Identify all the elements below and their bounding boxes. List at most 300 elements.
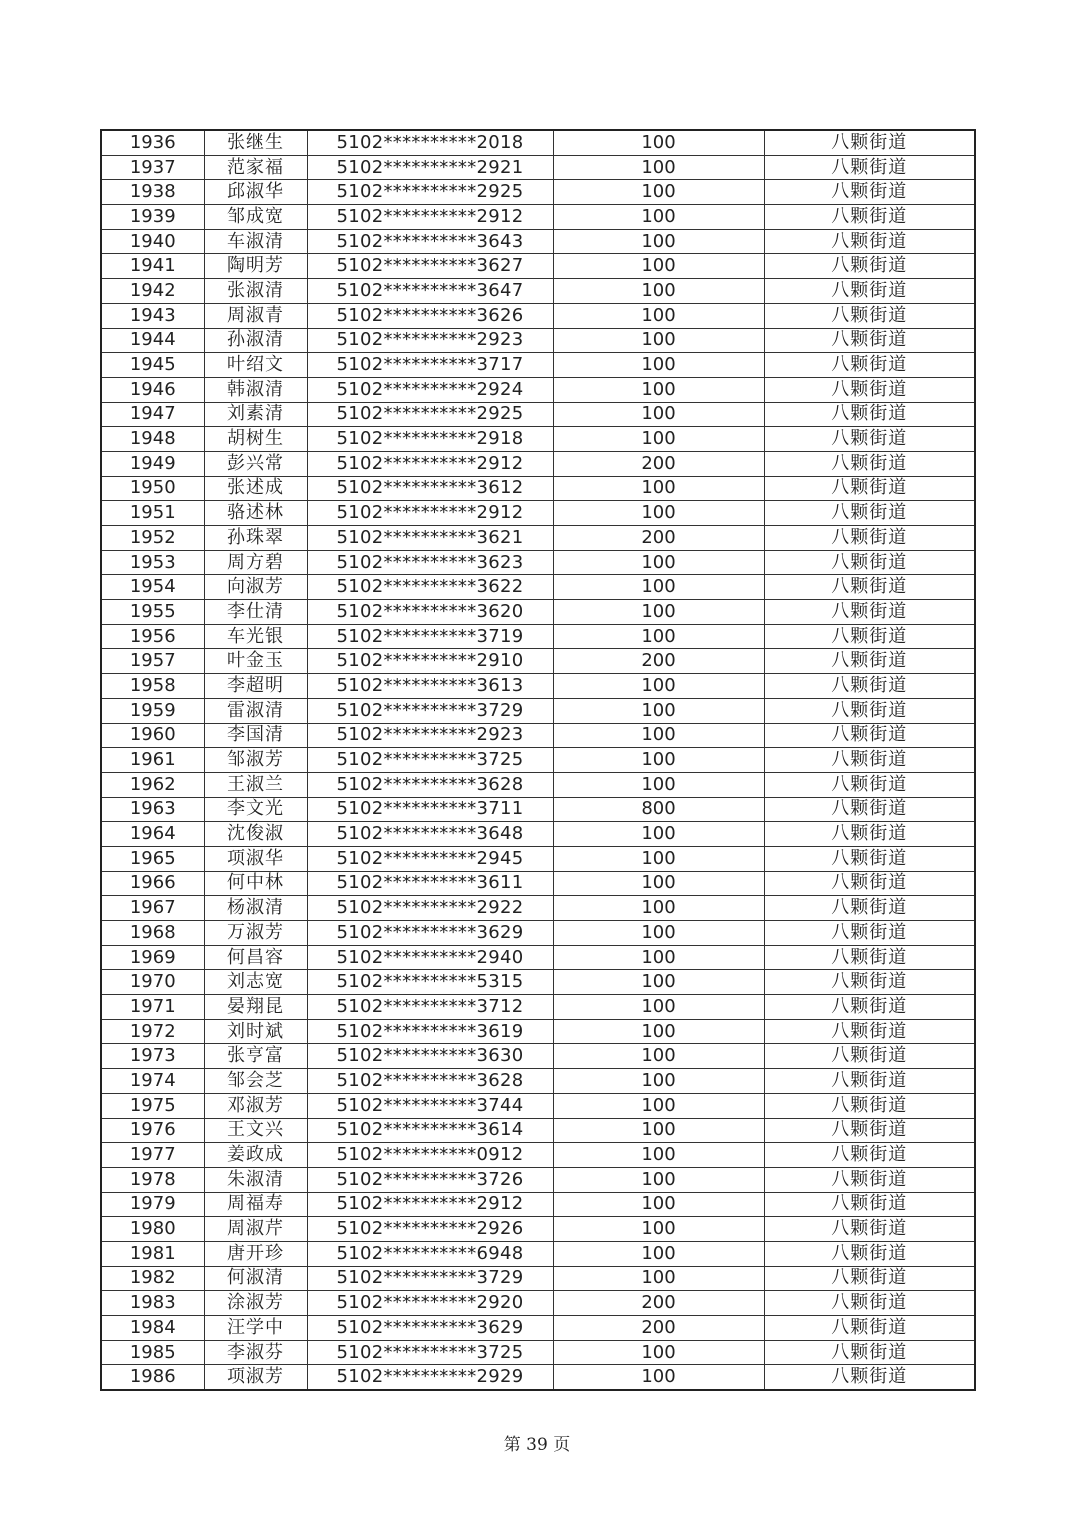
table-row: [101, 698, 975, 723]
street-cell: 八颗街道: [764, 1316, 975, 1341]
serial-cell: 1968: [101, 921, 204, 946]
street-cell: 八颗街道: [764, 279, 975, 304]
amount-cell: 100: [553, 896, 764, 921]
name-cell: 周方碧: [204, 550, 307, 575]
serial-cell: 1938: [101, 180, 204, 205]
serial-cell: 1946: [101, 377, 204, 402]
table-row: [101, 1192, 975, 1217]
id-number-cell: 5102**********3729: [307, 1266, 553, 1291]
id-number-cell: 5102**********3711: [307, 797, 553, 822]
id-number-cell: 5102**********2918: [307, 427, 553, 452]
id-number-cell: 5102**********2910: [307, 649, 553, 674]
table-row: [101, 1266, 975, 1291]
amount-cell: 100: [553, 822, 764, 847]
serial-cell: 1950: [101, 476, 204, 501]
id-number-cell: 5102**********2920: [307, 1291, 553, 1316]
name-cell: 刘志宽: [204, 970, 307, 995]
table-row: [101, 427, 975, 452]
table-row: [101, 130, 975, 155]
amount-cell: 200: [553, 451, 764, 476]
id-number-cell: 5102**********2018: [307, 130, 553, 155]
table-row: [101, 624, 975, 649]
table-row: [101, 1118, 975, 1143]
page-number: 第 39 页: [503, 1435, 571, 1455]
name-cell: 何淑清: [204, 1266, 307, 1291]
street-cell: 八颗街道: [764, 1167, 975, 1192]
amount-cell: 100: [553, 476, 764, 501]
id-number-cell: 5102**********3726: [307, 1167, 553, 1192]
table-row: [101, 1316, 975, 1341]
serial-cell: 1951: [101, 501, 204, 526]
id-number-cell: 5102**********2940: [307, 945, 553, 970]
amount-cell: 100: [553, 328, 764, 353]
street-cell: 八颗街道: [764, 772, 975, 797]
serial-cell: 1945: [101, 353, 204, 378]
table-body: [101, 130, 975, 1390]
table-row: [101, 229, 975, 254]
serial-cell: 1960: [101, 723, 204, 748]
name-cell: 叶绍文: [204, 353, 307, 378]
name-cell: 范家福: [204, 155, 307, 180]
id-number-cell: 5102**********2925: [307, 402, 553, 427]
amount-cell: 100: [553, 1365, 764, 1390]
serial-cell: 1937: [101, 155, 204, 180]
name-cell: 孙珠翠: [204, 526, 307, 551]
serial-cell: 1959: [101, 698, 204, 723]
name-cell: 晏翔昆: [204, 995, 307, 1020]
street-cell: 八颗街道: [764, 501, 975, 526]
id-number-cell: 5102**********3744: [307, 1093, 553, 1118]
amount-cell: 100: [553, 871, 764, 896]
name-cell: 雷淑清: [204, 698, 307, 723]
amount-cell: 100: [553, 402, 764, 427]
id-number-cell: 5102**********3629: [307, 921, 553, 946]
table-row: [101, 279, 975, 304]
name-cell: 刘素清: [204, 402, 307, 427]
street-cell: 八颗街道: [764, 1118, 975, 1143]
table-row: [101, 797, 975, 822]
street-cell: 八颗街道: [764, 451, 975, 476]
id-number-cell: 5102**********3725: [307, 1340, 553, 1365]
name-cell: 沈俊淑: [204, 822, 307, 847]
amount-cell: 100: [553, 550, 764, 575]
amount-cell: 100: [553, 846, 764, 871]
name-cell: 车淑清: [204, 229, 307, 254]
name-cell: 唐开珍: [204, 1241, 307, 1266]
id-number-cell: 5102**********3648: [307, 822, 553, 847]
table-row: [101, 550, 975, 575]
name-cell: 王文兴: [204, 1118, 307, 1143]
amount-cell: 100: [553, 229, 764, 254]
street-cell: 八颗街道: [764, 575, 975, 600]
amount-cell: 100: [553, 995, 764, 1020]
table-row: [101, 1143, 975, 1168]
table-row: [101, 748, 975, 773]
serial-cell: 1949: [101, 451, 204, 476]
serial-cell: 1966: [101, 871, 204, 896]
amount-cell: 100: [553, 575, 764, 600]
name-cell: 孙淑清: [204, 328, 307, 353]
street-cell: 八颗街道: [764, 1241, 975, 1266]
id-number-cell: 5102**********3725: [307, 748, 553, 773]
table-row: [101, 674, 975, 699]
street-cell: 八颗街道: [764, 1044, 975, 1069]
serial-cell: 1977: [101, 1143, 204, 1168]
table-row: [101, 772, 975, 797]
id-number-cell: 5102**********3630: [307, 1044, 553, 1069]
amount-cell: 100: [553, 921, 764, 946]
amount-cell: 100: [553, 945, 764, 970]
street-cell: 八颗街道: [764, 748, 975, 773]
amount-cell: 100: [553, 254, 764, 279]
serial-cell: 1964: [101, 822, 204, 847]
name-cell: 李仕清: [204, 600, 307, 625]
table-row: [101, 896, 975, 921]
id-number-cell: 5102**********3717: [307, 353, 553, 378]
table-row: [101, 1241, 975, 1266]
name-cell: 韩淑清: [204, 377, 307, 402]
name-cell: 张淑清: [204, 279, 307, 304]
name-cell: 王淑兰: [204, 772, 307, 797]
name-cell: 项淑华: [204, 846, 307, 871]
id-number-cell: 5102**********3712: [307, 995, 553, 1020]
amount-cell: 200: [553, 1291, 764, 1316]
name-cell: 胡树生: [204, 427, 307, 452]
name-cell: 邹会芝: [204, 1069, 307, 1094]
name-cell: 张亨富: [204, 1044, 307, 1069]
id-number-cell: 5102**********3729: [307, 698, 553, 723]
id-number-cell: 5102**********3628: [307, 1069, 553, 1094]
serial-cell: 1972: [101, 1019, 204, 1044]
amount-cell: 100: [553, 1143, 764, 1168]
id-number-cell: 5102**********2912: [307, 1192, 553, 1217]
serial-cell: 1975: [101, 1093, 204, 1118]
street-cell: 八颗街道: [764, 797, 975, 822]
table-row: [101, 1019, 975, 1044]
table-row: [101, 353, 975, 378]
id-number-cell: 5102**********3647: [307, 279, 553, 304]
serial-cell: 1984: [101, 1316, 204, 1341]
name-cell: 周淑芹: [204, 1217, 307, 1242]
name-cell: 邓淑芳: [204, 1093, 307, 1118]
name-cell: 叶金玉: [204, 649, 307, 674]
street-cell: 八颗街道: [764, 649, 975, 674]
table-row: [101, 921, 975, 946]
subsidy-table: [100, 129, 976, 1391]
name-cell: 张继生: [204, 130, 307, 155]
id-number-cell: 5102**********3614: [307, 1118, 553, 1143]
name-cell: 车光银: [204, 624, 307, 649]
amount-cell: 100: [553, 970, 764, 995]
serial-cell: 1973: [101, 1044, 204, 1069]
street-cell: 八颗街道: [764, 377, 975, 402]
amount-cell: 100: [553, 501, 764, 526]
name-cell: 汪学中: [204, 1316, 307, 1341]
id-number-cell: 5102**********0912: [307, 1143, 553, 1168]
serial-cell: 1958: [101, 674, 204, 699]
amount-cell: 200: [553, 1316, 764, 1341]
serial-cell: 1952: [101, 526, 204, 551]
street-cell: 八颗街道: [764, 180, 975, 205]
amount-cell: 100: [553, 279, 764, 304]
serial-cell: 1957: [101, 649, 204, 674]
serial-cell: 1961: [101, 748, 204, 773]
street-cell: 八颗街道: [764, 130, 975, 155]
serial-cell: 1976: [101, 1118, 204, 1143]
serial-cell: 1983: [101, 1291, 204, 1316]
id-number-cell: 5102**********2923: [307, 328, 553, 353]
amount-cell: 100: [553, 1192, 764, 1217]
table-row: [101, 1167, 975, 1192]
serial-cell: 1970: [101, 970, 204, 995]
name-cell: 张述成: [204, 476, 307, 501]
amount-cell: 100: [553, 772, 764, 797]
id-number-cell: 5102**********2921: [307, 155, 553, 180]
street-cell: 八颗街道: [764, 995, 975, 1020]
serial-cell: 1982: [101, 1266, 204, 1291]
street-cell: 八颗街道: [764, 1019, 975, 1044]
serial-cell: 1967: [101, 896, 204, 921]
name-cell: 邹成宽: [204, 205, 307, 230]
table-row: [101, 1069, 975, 1094]
serial-cell: 1955: [101, 600, 204, 625]
table-row: [101, 871, 975, 896]
table-row: [101, 377, 975, 402]
serial-cell: 1947: [101, 402, 204, 427]
amount-cell: 100: [553, 624, 764, 649]
street-cell: 八颗街道: [764, 254, 975, 279]
id-number-cell: 5102**********2923: [307, 723, 553, 748]
name-cell: 李国清: [204, 723, 307, 748]
amount-cell: 100: [553, 1167, 764, 1192]
amount-cell: 100: [553, 698, 764, 723]
street-cell: 八颗街道: [764, 945, 975, 970]
street-cell: 八颗街道: [764, 155, 975, 180]
street-cell: 八颗街道: [764, 723, 975, 748]
amount-cell: 100: [553, 303, 764, 328]
id-number-cell: 5102**********3628: [307, 772, 553, 797]
amount-cell: 200: [553, 526, 764, 551]
amount-cell: 100: [553, 427, 764, 452]
street-cell: 八颗街道: [764, 1069, 975, 1094]
serial-cell: 1985: [101, 1340, 204, 1365]
amount-cell: 100: [553, 205, 764, 230]
street-cell: 八颗街道: [764, 1340, 975, 1365]
serial-cell: 1981: [101, 1241, 204, 1266]
name-cell: 涂淑芳: [204, 1291, 307, 1316]
serial-cell: 1939: [101, 205, 204, 230]
name-cell: 李超明: [204, 674, 307, 699]
amount-cell: 100: [553, 1019, 764, 1044]
id-number-cell: 5102**********2924: [307, 377, 553, 402]
street-cell: 八颗街道: [764, 1291, 975, 1316]
table-row: [101, 649, 975, 674]
street-cell: 八颗街道: [764, 822, 975, 847]
id-number-cell: 5102**********3621: [307, 526, 553, 551]
name-cell: 向淑芳: [204, 575, 307, 600]
id-number-cell: 5102**********3627: [307, 254, 553, 279]
street-cell: 八颗街道: [764, 921, 975, 946]
serial-cell: 1948: [101, 427, 204, 452]
street-cell: 八颗街道: [764, 846, 975, 871]
table-row: [101, 451, 975, 476]
id-number-cell: 5102**********3622: [307, 575, 553, 600]
id-number-cell: 5102**********5315: [307, 970, 553, 995]
table-row: [101, 723, 975, 748]
amount-cell: 100: [553, 674, 764, 699]
name-cell: 李淑芬: [204, 1340, 307, 1365]
street-cell: 八颗街道: [764, 229, 975, 254]
table-row: [101, 501, 975, 526]
table-row: [101, 846, 975, 871]
street-cell: 八颗街道: [764, 1266, 975, 1291]
name-cell: 何中林: [204, 871, 307, 896]
serial-cell: 1974: [101, 1069, 204, 1094]
serial-cell: 1969: [101, 945, 204, 970]
name-cell: 彭兴常: [204, 451, 307, 476]
id-number-cell: 5102**********3626: [307, 303, 553, 328]
amount-cell: 100: [553, 377, 764, 402]
street-cell: 八颗街道: [764, 303, 975, 328]
table-row: [101, 995, 975, 1020]
serial-cell: 1943: [101, 303, 204, 328]
serial-cell: 1936: [101, 130, 204, 155]
table-row: [101, 1340, 975, 1365]
table-row: [101, 1217, 975, 1242]
amount-cell: 100: [553, 353, 764, 378]
id-number-cell: 5102**********2929: [307, 1365, 553, 1390]
amount-cell: 100: [553, 1340, 764, 1365]
table-row: [101, 402, 975, 427]
amount-cell: 100: [553, 1093, 764, 1118]
serial-cell: 1944: [101, 328, 204, 353]
table-row: [101, 476, 975, 501]
amount-cell: 200: [553, 649, 764, 674]
table-row: [101, 822, 975, 847]
street-cell: 八颗街道: [764, 674, 975, 699]
id-number-cell: 5102**********3719: [307, 624, 553, 649]
id-number-cell: 5102**********3613: [307, 674, 553, 699]
serial-cell: 1978: [101, 1167, 204, 1192]
amount-cell: 100: [553, 1241, 764, 1266]
table-row: [101, 575, 975, 600]
name-cell: 陶明芳: [204, 254, 307, 279]
name-cell: 李文光: [204, 797, 307, 822]
serial-cell: 1941: [101, 254, 204, 279]
street-cell: 八颗街道: [764, 600, 975, 625]
table-row: [101, 180, 975, 205]
table-row: [101, 1365, 975, 1390]
name-cell: 杨淑清: [204, 896, 307, 921]
street-cell: 八颗街道: [764, 970, 975, 995]
name-cell: 何昌容: [204, 945, 307, 970]
serial-cell: 1979: [101, 1192, 204, 1217]
table-row: [101, 1093, 975, 1118]
amount-cell: 100: [553, 1217, 764, 1242]
table-row: [101, 205, 975, 230]
street-cell: 八颗街道: [764, 1217, 975, 1242]
street-cell: 八颗街道: [764, 871, 975, 896]
id-number-cell: 5102**********3612: [307, 476, 553, 501]
amount-cell: 100: [553, 748, 764, 773]
table-row: [101, 303, 975, 328]
table-row: [101, 1044, 975, 1069]
serial-cell: 1940: [101, 229, 204, 254]
amount-cell: 100: [553, 180, 764, 205]
table-row: [101, 328, 975, 353]
id-number-cell: 5102**********3619: [307, 1019, 553, 1044]
serial-cell: 1954: [101, 575, 204, 600]
name-cell: 周淑青: [204, 303, 307, 328]
name-cell: 邱淑华: [204, 180, 307, 205]
street-cell: 八颗街道: [764, 427, 975, 452]
serial-cell: 1953: [101, 550, 204, 575]
serial-cell: 1986: [101, 1365, 204, 1390]
name-cell: 姜政成: [204, 1143, 307, 1168]
id-number-cell: 5102**********2925: [307, 180, 553, 205]
serial-cell: 1956: [101, 624, 204, 649]
serial-cell: 1965: [101, 846, 204, 871]
table-row: [101, 254, 975, 279]
id-number-cell: 5102**********2926: [307, 1217, 553, 1242]
table-row: [101, 155, 975, 180]
name-cell: 周福寿: [204, 1192, 307, 1217]
serial-cell: 1962: [101, 772, 204, 797]
amount-cell: 100: [553, 130, 764, 155]
id-number-cell: 5102**********2945: [307, 846, 553, 871]
street-cell: 八颗街道: [764, 526, 975, 551]
street-cell: 八颗街道: [764, 1143, 975, 1168]
table-row: [101, 970, 975, 995]
amount-cell: 100: [553, 723, 764, 748]
table-row: [101, 945, 975, 970]
serial-cell: 1980: [101, 1217, 204, 1242]
table-row: [101, 600, 975, 625]
street-cell: 八颗街道: [764, 353, 975, 378]
id-number-cell: 5102**********2912: [307, 205, 553, 230]
street-cell: 八颗街道: [764, 402, 975, 427]
street-cell: 八颗街道: [764, 896, 975, 921]
street-cell: 八颗街道: [764, 328, 975, 353]
table-row: [101, 526, 975, 551]
amount-cell: 100: [553, 155, 764, 180]
id-number-cell: 5102**********3620: [307, 600, 553, 625]
id-number-cell: 5102**********3623: [307, 550, 553, 575]
amount-cell: 100: [553, 600, 764, 625]
name-cell: 万淑芳: [204, 921, 307, 946]
id-number-cell: 5102**********2912: [307, 451, 553, 476]
street-cell: 八颗街道: [764, 1365, 975, 1390]
street-cell: 八颗街道: [764, 550, 975, 575]
id-number-cell: 5102**********3643: [307, 229, 553, 254]
amount-cell: 800: [553, 797, 764, 822]
name-cell: 朱淑清: [204, 1167, 307, 1192]
id-number-cell: 5102**********3629: [307, 1316, 553, 1341]
street-cell: 八颗街道: [764, 476, 975, 501]
amount-cell: 100: [553, 1266, 764, 1291]
serial-cell: 1963: [101, 797, 204, 822]
name-cell: 邹淑芳: [204, 748, 307, 773]
name-cell: 刘时斌: [204, 1019, 307, 1044]
street-cell: 八颗街道: [764, 1192, 975, 1217]
name-cell: 项淑芳: [204, 1365, 307, 1390]
street-cell: 八颗街道: [764, 624, 975, 649]
street-cell: 八颗街道: [764, 205, 975, 230]
serial-cell: 1942: [101, 279, 204, 304]
id-number-cell: 5102**********3611: [307, 871, 553, 896]
name-cell: 骆述林: [204, 501, 307, 526]
amount-cell: 100: [553, 1069, 764, 1094]
